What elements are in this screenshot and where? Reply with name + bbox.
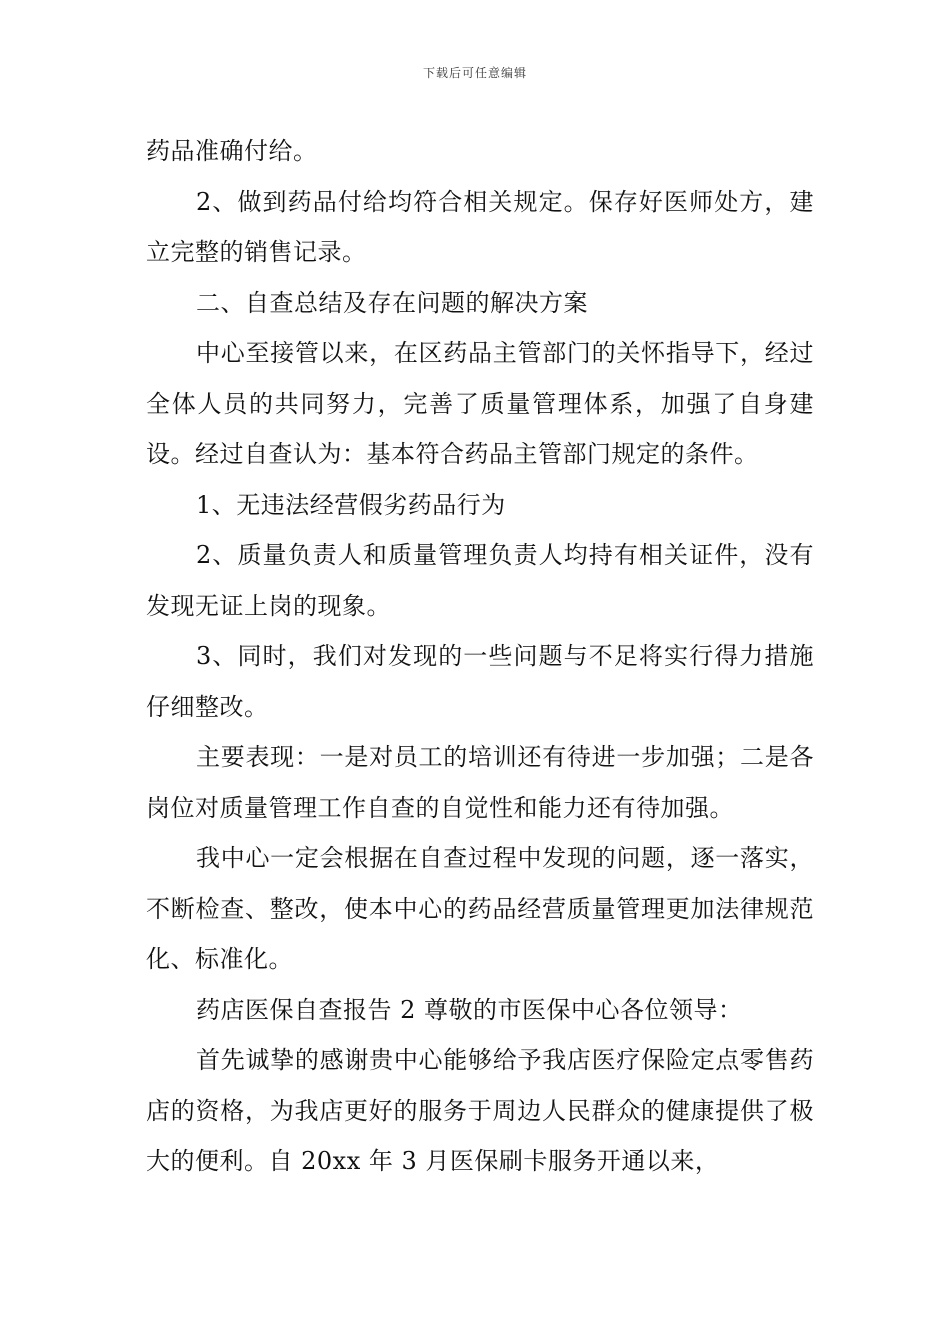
page-header-note: 下载后可任意编辑: [422, 66, 527, 80]
document-body: [146, 126, 814, 1187]
list-item-3: 3、同时，我们对发现的一些问题与不足将实行得力措施仔细整改。: [146, 642, 814, 721]
list-item-2: 2、质量负责人和质量管理负责人均持有相关证件，没有发现无证上岗的现象。: [146, 541, 814, 620]
list-item-1: 1、无违法经营假劣药品行为: [196, 490, 506, 519]
report-title-line: 药店医保自查报告 2 尊敬的市医保中心各位领导：: [196, 995, 743, 1024]
paragraph-1: 药品准确付给。: [146, 137, 318, 165]
paragraph-2: 2、做到药品付给均符合相关规定。保存好医师处方，建立完整的销售记录。: [146, 187, 814, 266]
paragraph-4: 主要表现：一是对员工的培训还有待进一步加强；二是各岗位对质量管理工作自查的自觉性和能力还有待加强。: [146, 743, 814, 822]
section-heading: 二、自查总结及存在问题的解决方案: [196, 288, 588, 317]
paragraph-6: 首先诚挚的感谢贵中心能够给予我店医疗保险定点零售药店的资格，为我店更好的服务于周边人民群众的健康提供了极大的便利。自 20xx 年 3 月医保刷卡服务开通以来，: [146, 1046, 814, 1175]
paragraph-5: 我中心一定会根据在自查过程中发现的问题，逐一落实，不断检查、整改，使本中心的药品经营质量管理更加法律规范化、标准化。: [146, 844, 814, 973]
paragraph-3: 中心至接管以来，在区药品主管部门的关怀指导下，经过全体人员的共同努力，完善了质量管理体系，加强了自身建设。经过自查认为：基本符合药品主管部门规定的条件。: [146, 339, 814, 468]
